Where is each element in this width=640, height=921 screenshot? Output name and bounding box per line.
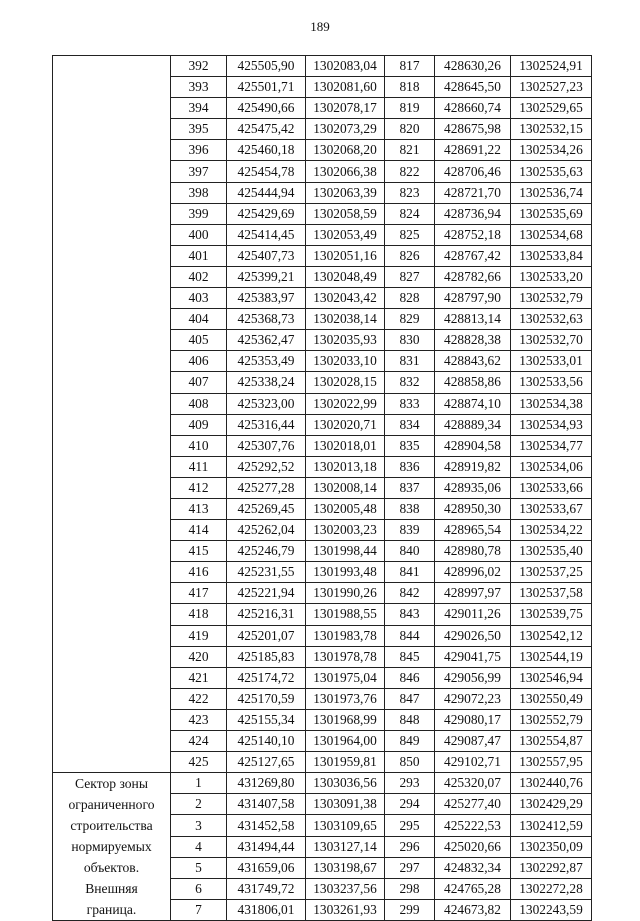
- x-coordinate-right: 428691,22: [435, 140, 511, 161]
- y-coordinate-left: 1303127,14: [306, 836, 385, 857]
- x-coordinate-right: 428843,62: [435, 351, 511, 372]
- x-coordinate-right: 428858,86: [435, 372, 511, 393]
- y-coordinate-left: 1302005,48: [306, 498, 385, 519]
- y-coordinate-right: 1302535,69: [511, 203, 592, 224]
- y-coordinate-left: 1302068,20: [306, 140, 385, 161]
- table-row: [53, 773, 592, 794]
- y-coordinate-left: 1303036,56: [306, 773, 385, 794]
- point-number-left: 4: [171, 836, 227, 857]
- y-coordinate-right: 1302350,09: [511, 836, 592, 857]
- x-coordinate-right: 428660,74: [435, 98, 511, 119]
- y-coordinate-left: 1303237,56: [306, 878, 385, 899]
- x-coordinate-left: 431407,58: [227, 794, 306, 815]
- y-coordinate-left: 1301968,99: [306, 709, 385, 730]
- x-coordinate-left: 425269,45: [227, 498, 306, 519]
- x-coordinate-right: 428706,46: [435, 161, 511, 182]
- y-coordinate-right: 1302552,79: [511, 709, 592, 730]
- x-coordinate-right: 429011,26: [435, 604, 511, 625]
- point-number-left: 423: [171, 709, 227, 730]
- y-coordinate-right: 1302544,19: [511, 646, 592, 667]
- x-coordinate-right: 428767,42: [435, 245, 511, 266]
- x-coordinate-right: 428996,02: [435, 562, 511, 583]
- point-number-left: 425: [171, 752, 227, 773]
- y-coordinate-right: 1302534,38: [511, 393, 592, 414]
- y-coordinate-left: 1303109,65: [306, 815, 385, 836]
- section-label-line: Внешняя: [85, 881, 138, 897]
- y-coordinate-left: 1302033,10: [306, 351, 385, 372]
- point-number-right: 850: [385, 752, 435, 773]
- x-coordinate-right: 428782,66: [435, 266, 511, 287]
- point-number-right: 822: [385, 161, 435, 182]
- y-coordinate-right: 1302535,40: [511, 541, 592, 562]
- x-coordinate-right: 424673,82: [435, 900, 511, 921]
- point-number-left: 419: [171, 625, 227, 646]
- y-coordinate-right: 1302533,20: [511, 266, 592, 287]
- point-number-left: 397: [171, 161, 227, 182]
- point-number-left: 413: [171, 498, 227, 519]
- point-number-left: 409: [171, 414, 227, 435]
- y-coordinate-right: 1302534,26: [511, 140, 592, 161]
- coordinates-table: [52, 55, 592, 921]
- y-coordinate-right: 1302440,76: [511, 773, 592, 794]
- y-coordinate-left: 1302058,59: [306, 203, 385, 224]
- x-coordinate-right: 429080,17: [435, 709, 511, 730]
- x-coordinate-left: 431659,06: [227, 857, 306, 878]
- x-coordinate-left: 425399,21: [227, 266, 306, 287]
- y-coordinate-right: 1302534,22: [511, 520, 592, 541]
- y-coordinate-left: 1302022,99: [306, 393, 385, 414]
- point-number-left: 424: [171, 731, 227, 752]
- point-number-left: 396: [171, 140, 227, 161]
- y-coordinate-right: 1302536,74: [511, 182, 592, 203]
- point-number-right: 836: [385, 456, 435, 477]
- x-coordinate-left: 425353,49: [227, 351, 306, 372]
- y-coordinate-left: 1302028,15: [306, 372, 385, 393]
- y-coordinate-left: 1301993,48: [306, 562, 385, 583]
- x-coordinate-left: 425155,34: [227, 709, 306, 730]
- x-coordinate-right: 428904,58: [435, 435, 511, 456]
- y-coordinate-left: 1302020,71: [306, 414, 385, 435]
- y-coordinate-right: 1302532,15: [511, 119, 592, 140]
- point-number-left: 411: [171, 456, 227, 477]
- x-coordinate-right: 428675,98: [435, 119, 511, 140]
- y-coordinate-left: 1302066,38: [306, 161, 385, 182]
- point-number-left: 1: [171, 773, 227, 794]
- point-number-right: 294: [385, 794, 435, 815]
- y-coordinate-right: 1302534,68: [511, 224, 592, 245]
- x-coordinate-left: 425246,79: [227, 541, 306, 562]
- point-number-left: 399: [171, 203, 227, 224]
- x-coordinate-right: 428721,70: [435, 182, 511, 203]
- point-number-left: 405: [171, 330, 227, 351]
- y-coordinate-right: 1302532,70: [511, 330, 592, 351]
- y-coordinate-left: 1301983,78: [306, 625, 385, 646]
- point-number-left: 2: [171, 794, 227, 815]
- y-coordinate-right: 1302554,87: [511, 731, 592, 752]
- x-coordinate-left: 425277,28: [227, 477, 306, 498]
- x-coordinate-left: 425490,66: [227, 98, 306, 119]
- point-number-right: 840: [385, 541, 435, 562]
- table-row: [53, 56, 592, 77]
- section-label-line: объектов.: [83, 860, 140, 876]
- point-number-right: 819: [385, 98, 435, 119]
- point-number-right: 834: [385, 414, 435, 435]
- point-number-right: 299: [385, 900, 435, 921]
- y-coordinate-right: 1302429,29: [511, 794, 592, 815]
- point-number-right: 845: [385, 646, 435, 667]
- x-coordinate-left: 425414,45: [227, 224, 306, 245]
- x-coordinate-right: 429102,71: [435, 752, 511, 773]
- section-label-empty: [53, 56, 171, 773]
- point-number-left: 418: [171, 604, 227, 625]
- y-coordinate-right: 1302537,25: [511, 562, 592, 583]
- x-coordinate-left: 425460,18: [227, 140, 306, 161]
- x-coordinate-right: 425020,66: [435, 836, 511, 857]
- x-coordinate-left: 431806,01: [227, 900, 306, 921]
- point-number-left: 403: [171, 288, 227, 309]
- page-number: 189: [310, 19, 330, 34]
- x-coordinate-right: 429056,99: [435, 667, 511, 688]
- x-coordinate-right: 424832,34: [435, 857, 511, 878]
- y-coordinate-right: 1302532,79: [511, 288, 592, 309]
- x-coordinate-right: 428919,82: [435, 456, 511, 477]
- point-number-left: 401: [171, 245, 227, 266]
- y-coordinate-right: 1302546,94: [511, 667, 592, 688]
- y-coordinate-right: 1302292,87: [511, 857, 592, 878]
- point-number-right: 293: [385, 773, 435, 794]
- x-coordinate-left: 425316,44: [227, 414, 306, 435]
- x-coordinate-left: 425174,72: [227, 667, 306, 688]
- x-coordinate-right: 428935,06: [435, 477, 511, 498]
- x-coordinate-left: 425201,07: [227, 625, 306, 646]
- x-coordinate-right: 428965,54: [435, 520, 511, 541]
- y-coordinate-left: 1301988,55: [306, 604, 385, 625]
- x-coordinate-left: 431749,72: [227, 878, 306, 899]
- section-label: [53, 773, 171, 921]
- x-coordinate-left: 425407,73: [227, 245, 306, 266]
- y-coordinate-right: 1302534,77: [511, 435, 592, 456]
- x-coordinate-right: 428752,18: [435, 224, 511, 245]
- point-number-left: 5: [171, 857, 227, 878]
- x-coordinate-right: 428950,30: [435, 498, 511, 519]
- point-number-right: 296: [385, 836, 435, 857]
- x-coordinate-right: 428828,38: [435, 330, 511, 351]
- y-coordinate-right: 1302532,63: [511, 309, 592, 330]
- y-coordinate-right: 1302542,12: [511, 625, 592, 646]
- point-number-left: 416: [171, 562, 227, 583]
- point-number-left: 394: [171, 98, 227, 119]
- x-coordinate-left: 431494,44: [227, 836, 306, 857]
- y-coordinate-right: 1302524,91: [511, 56, 592, 77]
- point-number-left: 406: [171, 351, 227, 372]
- y-coordinate-right: 1302533,84: [511, 245, 592, 266]
- point-number-left: 7: [171, 900, 227, 921]
- point-number-left: 417: [171, 583, 227, 604]
- point-number-right: 825: [385, 224, 435, 245]
- point-number-right: 827: [385, 266, 435, 287]
- x-coordinate-left: 425231,55: [227, 562, 306, 583]
- y-coordinate-right: 1302533,56: [511, 372, 592, 393]
- point-number-right: 832: [385, 372, 435, 393]
- x-coordinate-right: 428889,34: [435, 414, 511, 435]
- y-coordinate-left: 1302008,14: [306, 477, 385, 498]
- point-number-left: 420: [171, 646, 227, 667]
- y-coordinate-right: 1302539,75: [511, 604, 592, 625]
- x-coordinate-left: 425429,69: [227, 203, 306, 224]
- y-coordinate-left: 1302018,01: [306, 435, 385, 456]
- point-number-right: 842: [385, 583, 435, 604]
- point-number-right: 828: [385, 288, 435, 309]
- x-coordinate-left: 425216,31: [227, 604, 306, 625]
- y-coordinate-left: 1302078,17: [306, 98, 385, 119]
- y-coordinate-left: 1302003,23: [306, 520, 385, 541]
- point-number-right: 298: [385, 878, 435, 899]
- x-coordinate-left: 425475,42: [227, 119, 306, 140]
- point-number-left: 393: [171, 77, 227, 98]
- y-coordinate-left: 1301975,04: [306, 667, 385, 688]
- x-coordinate-left: 425292,52: [227, 456, 306, 477]
- x-coordinate-right: 428874,10: [435, 393, 511, 414]
- y-coordinate-left: 1302053,49: [306, 224, 385, 245]
- x-coordinate-right: 429087,47: [435, 731, 511, 752]
- x-coordinate-right: 428630,26: [435, 56, 511, 77]
- point-number-left: 3: [171, 815, 227, 836]
- x-coordinate-left: 431269,80: [227, 773, 306, 794]
- y-coordinate-left: 1302063,39: [306, 182, 385, 203]
- point-number-right: 818: [385, 77, 435, 98]
- x-coordinate-left: 425362,47: [227, 330, 306, 351]
- x-coordinate-left: 431452,58: [227, 815, 306, 836]
- point-number-right: 830: [385, 330, 435, 351]
- section-label-line: граница.: [86, 902, 137, 918]
- y-coordinate-left: 1302048,49: [306, 266, 385, 287]
- y-coordinate-left: 1302035,93: [306, 330, 385, 351]
- x-coordinate-left: 425323,00: [227, 393, 306, 414]
- y-coordinate-left: 1301998,44: [306, 541, 385, 562]
- y-coordinate-left: 1302073,29: [306, 119, 385, 140]
- x-coordinate-left: 425221,94: [227, 583, 306, 604]
- y-coordinate-left: 1301973,76: [306, 688, 385, 709]
- y-coordinate-left: 1303091,38: [306, 794, 385, 815]
- y-coordinate-right: 1302527,23: [511, 77, 592, 98]
- y-coordinate-right: 1302550,49: [511, 688, 592, 709]
- point-number-right: 838: [385, 498, 435, 519]
- x-coordinate-left: 425505,90: [227, 56, 306, 77]
- x-coordinate-left: 425262,04: [227, 520, 306, 541]
- x-coordinate-left: 425127,65: [227, 752, 306, 773]
- point-number-left: 400: [171, 224, 227, 245]
- y-coordinate-left: 1302083,04: [306, 56, 385, 77]
- point-number-left: 398: [171, 182, 227, 203]
- y-coordinate-left: 1302081,60: [306, 77, 385, 98]
- point-number-right: 833: [385, 393, 435, 414]
- point-number-right: 839: [385, 520, 435, 541]
- point-number-left: 6: [171, 878, 227, 899]
- x-coordinate-left: 425383,97: [227, 288, 306, 309]
- point-number-left: 414: [171, 520, 227, 541]
- y-coordinate-left: 1302013,18: [306, 456, 385, 477]
- point-number-left: 407: [171, 372, 227, 393]
- y-coordinate-right: 1302529,65: [511, 98, 592, 119]
- point-number-right: 844: [385, 625, 435, 646]
- x-coordinate-left: 425501,71: [227, 77, 306, 98]
- point-number-right: 820: [385, 119, 435, 140]
- point-number-right: 821: [385, 140, 435, 161]
- point-number-left: 415: [171, 541, 227, 562]
- section-label-line: строительства: [70, 818, 153, 834]
- point-number-left: 412: [171, 477, 227, 498]
- point-number-left: 408: [171, 393, 227, 414]
- x-coordinate-right: 428997,97: [435, 583, 511, 604]
- y-coordinate-left: 1303261,93: [306, 900, 385, 921]
- y-coordinate-right: 1302272,28: [511, 878, 592, 899]
- point-number-left: 421: [171, 667, 227, 688]
- point-number-right: 826: [385, 245, 435, 266]
- x-coordinate-left: 425454,78: [227, 161, 306, 182]
- point-number-left: 395: [171, 119, 227, 140]
- x-coordinate-right: 428980,78: [435, 541, 511, 562]
- y-coordinate-left: 1302038,14: [306, 309, 385, 330]
- y-coordinate-left: 1301990,26: [306, 583, 385, 604]
- x-coordinate-right: 429041,75: [435, 646, 511, 667]
- y-coordinate-left: 1302043,42: [306, 288, 385, 309]
- point-number-left: 410: [171, 435, 227, 456]
- point-number-left: 404: [171, 309, 227, 330]
- point-number-right: 846: [385, 667, 435, 688]
- y-coordinate-right: 1302537,58: [511, 583, 592, 604]
- x-coordinate-left: 425170,59: [227, 688, 306, 709]
- point-number-left: 402: [171, 266, 227, 287]
- point-number-left: 392: [171, 56, 227, 77]
- y-coordinate-left: 1301978,78: [306, 646, 385, 667]
- point-number-left: 422: [171, 688, 227, 709]
- x-coordinate-left: 425185,83: [227, 646, 306, 667]
- point-number-right: 817: [385, 56, 435, 77]
- x-coordinate-right: 428736,94: [435, 203, 511, 224]
- point-number-right: 295: [385, 815, 435, 836]
- x-coordinate-left: 425444,94: [227, 182, 306, 203]
- y-coordinate-right: 1302533,66: [511, 477, 592, 498]
- x-coordinate-right: 428813,14: [435, 309, 511, 330]
- point-number-right: 843: [385, 604, 435, 625]
- point-number-right: 837: [385, 477, 435, 498]
- point-number-right: 849: [385, 731, 435, 752]
- y-coordinate-left: 1301964,00: [306, 731, 385, 752]
- point-number-right: 848: [385, 709, 435, 730]
- section-label-line: нормируемых: [71, 839, 152, 855]
- y-coordinate-right: 1302534,06: [511, 456, 592, 477]
- x-coordinate-left: 425307,76: [227, 435, 306, 456]
- x-coordinate-right: 425320,07: [435, 773, 511, 794]
- point-number-right: 824: [385, 203, 435, 224]
- x-coordinate-left: 425368,73: [227, 309, 306, 330]
- y-coordinate-left: 1303198,67: [306, 857, 385, 878]
- section-label-line: ограниченного: [68, 797, 155, 813]
- y-coordinate-right: 1302557,95: [511, 752, 592, 773]
- x-coordinate-left: 425338,24: [227, 372, 306, 393]
- y-coordinate-left: 1302051,16: [306, 245, 385, 266]
- x-coordinate-right: 428797,90: [435, 288, 511, 309]
- y-coordinate-right: 1302533,67: [511, 498, 592, 519]
- x-coordinate-left: 425140,10: [227, 731, 306, 752]
- x-coordinate-right: 425277,40: [435, 794, 511, 815]
- x-coordinate-right: 429072,23: [435, 688, 511, 709]
- point-number-right: 831: [385, 351, 435, 372]
- y-coordinate-right: 1302535,63: [511, 161, 592, 182]
- point-number-right: 823: [385, 182, 435, 203]
- point-number-right: 847: [385, 688, 435, 709]
- x-coordinate-right: 424765,28: [435, 878, 511, 899]
- point-number-right: 835: [385, 435, 435, 456]
- x-coordinate-right: 429026,50: [435, 625, 511, 646]
- x-coordinate-right: 428645,50: [435, 77, 511, 98]
- point-number-right: 841: [385, 562, 435, 583]
- y-coordinate-left: 1301959,81: [306, 752, 385, 773]
- y-coordinate-right: 1302534,93: [511, 414, 592, 435]
- y-coordinate-right: 1302243,59: [511, 900, 592, 921]
- x-coordinate-right: 425222,53: [435, 815, 511, 836]
- point-number-right: 297: [385, 857, 435, 878]
- y-coordinate-right: 1302533,01: [511, 351, 592, 372]
- section-label-line: Сектор зоны: [75, 776, 148, 792]
- point-number-right: 829: [385, 309, 435, 330]
- y-coordinate-right: 1302412,59: [511, 815, 592, 836]
